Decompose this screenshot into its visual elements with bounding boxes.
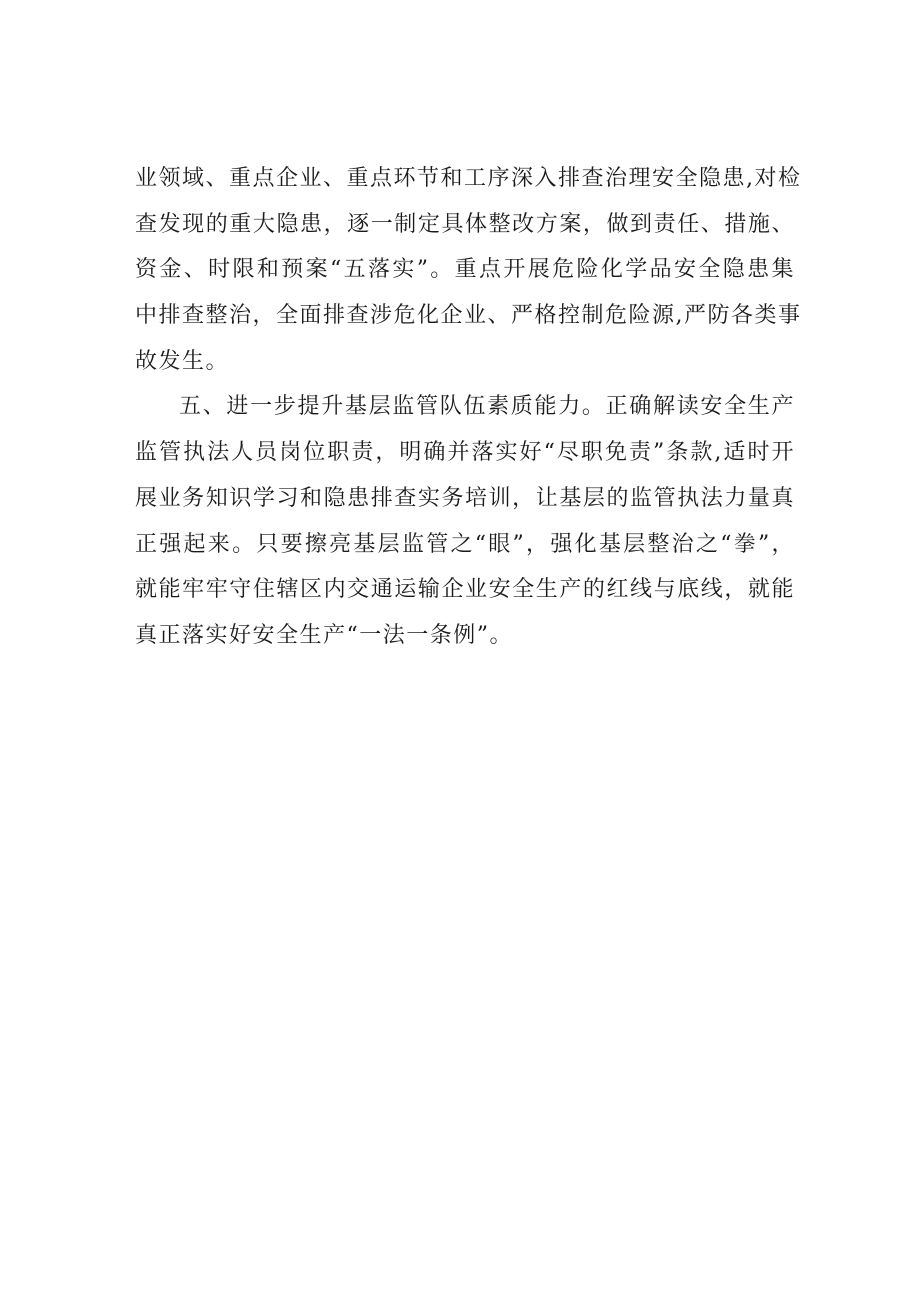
paragraph-line: 查发现的重大隐患，逐一制定具体整改方案，做到责任、措施、 bbox=[135, 211, 795, 237]
paragraph-line-first: 五、进一步提升基层监管队伍素质能力。正确解读安全生产 bbox=[179, 394, 795, 420]
paragraph-line: 真正落实好安全生产“一法一条例”。 bbox=[135, 622, 513, 648]
paragraph-line: 故发生。 bbox=[135, 348, 230, 374]
paragraph-hidden-danger-inspection bbox=[135, 156, 802, 384]
paragraph-line: 中排查整治，全面排查涉危化企业、严格控制危险源,严防各类事 bbox=[135, 303, 802, 329]
paragraph-line: 资金、时限和预案“五落实”。重点开展危险化学品安全隐患集 bbox=[135, 257, 795, 283]
paragraph-line: 监管执法人员岗位职责，明确并落实好“尽职免责”条款,适时开 bbox=[135, 440, 795, 466]
paragraph-line: 正强起来。只要擦亮基层监管之“眼”，强化基层整治之“拳”， bbox=[135, 531, 795, 557]
paragraph-line: 展业务知识学习和隐患排查实务培训，让基层的监管执法力量真 bbox=[135, 485, 795, 511]
document-body bbox=[135, 156, 802, 659]
paragraph-grassroots-supervision bbox=[135, 384, 795, 658]
paragraph-line: 业领域、重点企业、重点环节和工序深入排查治理安全隐患,对检 bbox=[135, 166, 802, 191]
paragraph-line: 就能牢牢守住辖区内交通运输企业安全生产的红线与底线，就能 bbox=[135, 577, 795, 603]
